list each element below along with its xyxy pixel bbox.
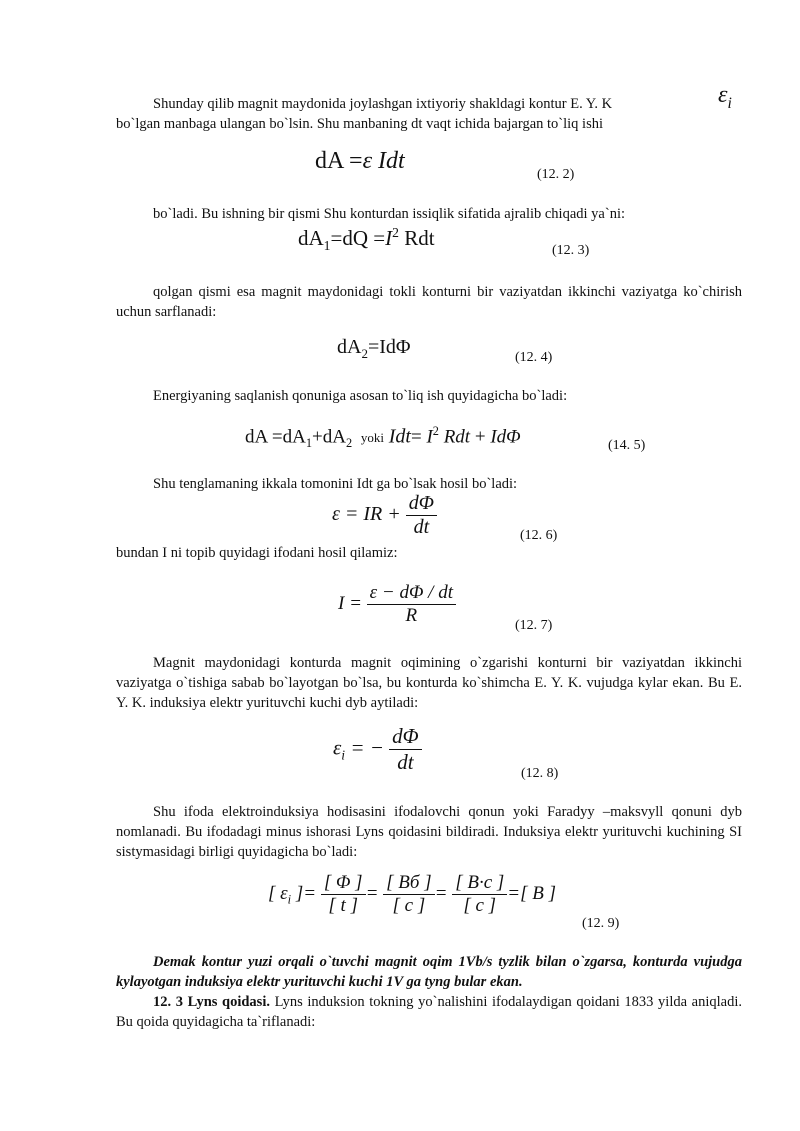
eq-12-7-fraction: [367, 582, 456, 627]
eq-12-2-right: ε Idt: [362, 148, 405, 174]
paragraph-2-text: bo`ladi. Bu ishning bir qismi Shu konturdan issiqlik sifatida ajralib chiqadi ya`ni:: [153, 206, 626, 222]
eq-14-5-yoki: yoki: [360, 430, 385, 446]
eq-12-3-a-sub: 1: [323, 238, 331, 254]
paragraph-1: [116, 94, 742, 114]
eq-12-6-fraction: [406, 492, 437, 539]
eq-12-9-f1-numerator: [ Φ ]: [321, 872, 366, 895]
eq-12-3-d: Rdt: [398, 226, 435, 250]
eq-12-2-left: dA: [315, 148, 344, 174]
equation-number-12-7: (12. 7): [515, 618, 553, 633]
eq-14-5-f: Rdt: [438, 426, 471, 448]
equation-number-12-3: (12. 3): [552, 243, 590, 258]
eq-12-6-numerator: dΦ: [406, 492, 437, 516]
paragraph-4-text: Energiyaning saqlanish qonuniga asosan to`liq ish quyidagicha bo`ladi:: [153, 388, 568, 404]
equation-12-6: [332, 492, 437, 539]
eq-12-8-mid: = −: [345, 735, 384, 760]
eq-12-7-numerator: ε − dΦ / dt: [367, 582, 456, 605]
eq-12-6-denominator: dt: [413, 516, 430, 538]
epsilon-subscript: i: [727, 94, 732, 112]
eq-12-9-left: [ ε: [268, 882, 288, 904]
paragraph-2: [116, 204, 742, 224]
equation-12-9: [268, 872, 556, 917]
eq-12-9-end: [ B ]: [520, 882, 556, 904]
eq-12-4-b: =IdΦ: [367, 336, 411, 358]
paragraph-6: [116, 543, 742, 563]
eq-12-8-numerator: dΦ: [389, 724, 422, 750]
eq-12-2-equals: =: [349, 148, 363, 174]
paragraph-7: [116, 653, 742, 713]
eq-12-7-left: I =: [338, 592, 362, 614]
equation-12-4: [337, 336, 411, 362]
eq-14-5-g: +: [470, 426, 491, 448]
eq-12-7-denominator: R: [405, 605, 418, 626]
section-heading: 12. 3 Lyns qoidasi.: [153, 994, 270, 1010]
equation-12-3: [298, 225, 435, 254]
eq-14-5-e: I: [426, 426, 433, 448]
eq-12-3-a: dA: [298, 226, 324, 250]
eq-12-3-c: I: [385, 226, 393, 250]
eq-14-5-e-sup: 2: [432, 424, 439, 438]
eq-14-5-d: =: [410, 426, 427, 448]
equation-number-12-4: (12. 4): [515, 350, 553, 365]
eq-12-6-left: ε = IR +: [332, 503, 401, 526]
eq-12-8-sub: i: [341, 747, 346, 763]
paragraph-1-line-2: [116, 114, 742, 134]
eq-12-9-f2-denominator: [ c ]: [392, 895, 426, 916]
paragraph-1-line-2-text: bo`lgan manbaga ulangan bo`lsin. Shu manbaning dt vaqt ichida bajargan to`liq ishi: [116, 116, 603, 132]
eq-12-9-fraction-1: [321, 872, 366, 917]
paragraph-8: [116, 802, 742, 862]
eq-12-8-denominator: dt: [397, 750, 414, 774]
paragraph-8-text: Shu ifoda elektroinduksiya hodisasini ifodalovchi qonun yoki Faradyy –maksvyll qonuni dyb nomlanadi. Bu ifodadagi minus ishorasi Lyns qoidasini bildiradi. Induksiya elektr yurituvchi kuchining SI sistymasidagi birligi quyidagicha bo`ladi:: [116, 804, 742, 860]
paragraph-3-text: qolgan qismi esa magnit maydonidagi tokli konturni bir vaziyatdan ikkinchi vaziyatga ko`chirish uchun sarflanadi:: [116, 284, 742, 320]
eq-12-3-b: =dQ =: [330, 226, 386, 250]
paragraph-10-text: Lyns induksion tokning yo`nalishini ifodalaydigan qoidani 1833 yilda aniqladi. Bu qoida quyidagicha ta`riflanadi:: [116, 994, 742, 1030]
eq-12-9-f2-numerator: [ Вб ]: [383, 872, 434, 895]
eq-12-4-a: dA: [337, 336, 362, 358]
equation-12-2: [315, 148, 405, 175]
eq-12-9-f3-numerator: [ B·c ]: [452, 872, 507, 895]
eq-12-9-left-close: ]: [291, 882, 304, 904]
eq-12-4-a-sub: 2: [361, 346, 368, 361]
paragraph-1-text: Shunday qilib magnit maydonida joylashgan ixtiyoriy shakldagi kontur E. Y. K: [153, 96, 613, 112]
eq-12-9-fraction-2: [383, 872, 434, 917]
eq-12-9-equals-4: =: [507, 882, 521, 904]
eq-12-3-c-sup: 2: [392, 225, 399, 240]
equation-number-12-6: (12. 6): [520, 528, 558, 543]
emf-symbol: [718, 82, 732, 113]
eq-12-9-f3-denominator: [ c ]: [463, 895, 497, 916]
eq-14-5-a: dA =dA: [245, 426, 306, 448]
eq-12-9-f1-denominator: [ t ]: [328, 895, 358, 916]
equation-number-12-8: (12. 8): [521, 766, 559, 781]
paragraph-5-text: Shu tenglamaning ikkala tomonini Idt ga bo`lsak hosil bo`ladi:: [153, 476, 518, 492]
paragraph-5: [116, 474, 742, 494]
eq-14-5-h: IdΦ: [490, 426, 521, 448]
equation-number-12-2: (12. 2): [537, 167, 575, 182]
equation-12-7: [338, 582, 456, 627]
eq-12-8-fraction: [389, 724, 422, 775]
eq-12-9-equals-1: =: [303, 882, 317, 904]
equation-number-14-5: (14. 5): [608, 438, 646, 453]
epsilon-symbol: ε: [718, 82, 728, 108]
equation-number-12-9: (12. 9): [582, 916, 620, 931]
equation-14-5: [245, 424, 521, 451]
paragraph-4: [116, 386, 742, 406]
eq-14-5-b-sub: 2: [345, 436, 353, 451]
paragraph-10: [116, 992, 742, 1032]
eq-14-5-b: +dA: [312, 426, 346, 448]
paragraph-3: [116, 282, 742, 322]
eq-12-9-left-sub: i: [287, 892, 292, 907]
paragraph-9-text: Demak kontur yuzi orqali o`tuvchi magnit oqim 1Vb/s tyzlik bilan o`zgarsa, konturda vujudga kylayotgan induksiya elektr yurituvchi kuchi 1V ga tyng bular ekan.: [116, 954, 742, 990]
paragraph-7-text: Magnit maydonidagi konturda magnit oqimining o`zgarishi konturni bir vaziyatdan ikkinchi vaziyatga o`tishiga sabab bo`layotgan bo`lsa, bu konturda ko`shimcha E. Y. K. vujudga kylar ekan. Bu E. Y. K. induksiya elektr yurituvchi kuchi dyb aytiladi:: [116, 655, 742, 711]
eq-12-9-equals-2: =: [365, 882, 379, 904]
eq-12-9-equals-3: =: [434, 882, 448, 904]
paragraph-6-text: bundan I ni topib quyidagi ifodani hosil qilamiz:: [116, 545, 398, 561]
eq-12-8-epsilon: ε: [333, 735, 342, 760]
eq-12-9-fraction-3: [452, 872, 507, 917]
equation-12-8: [333, 724, 422, 775]
eq-14-5-a-sub: 1: [305, 436, 313, 451]
eq-14-5-c: Idt: [388, 425, 411, 448]
paragraph-9: [116, 952, 742, 992]
